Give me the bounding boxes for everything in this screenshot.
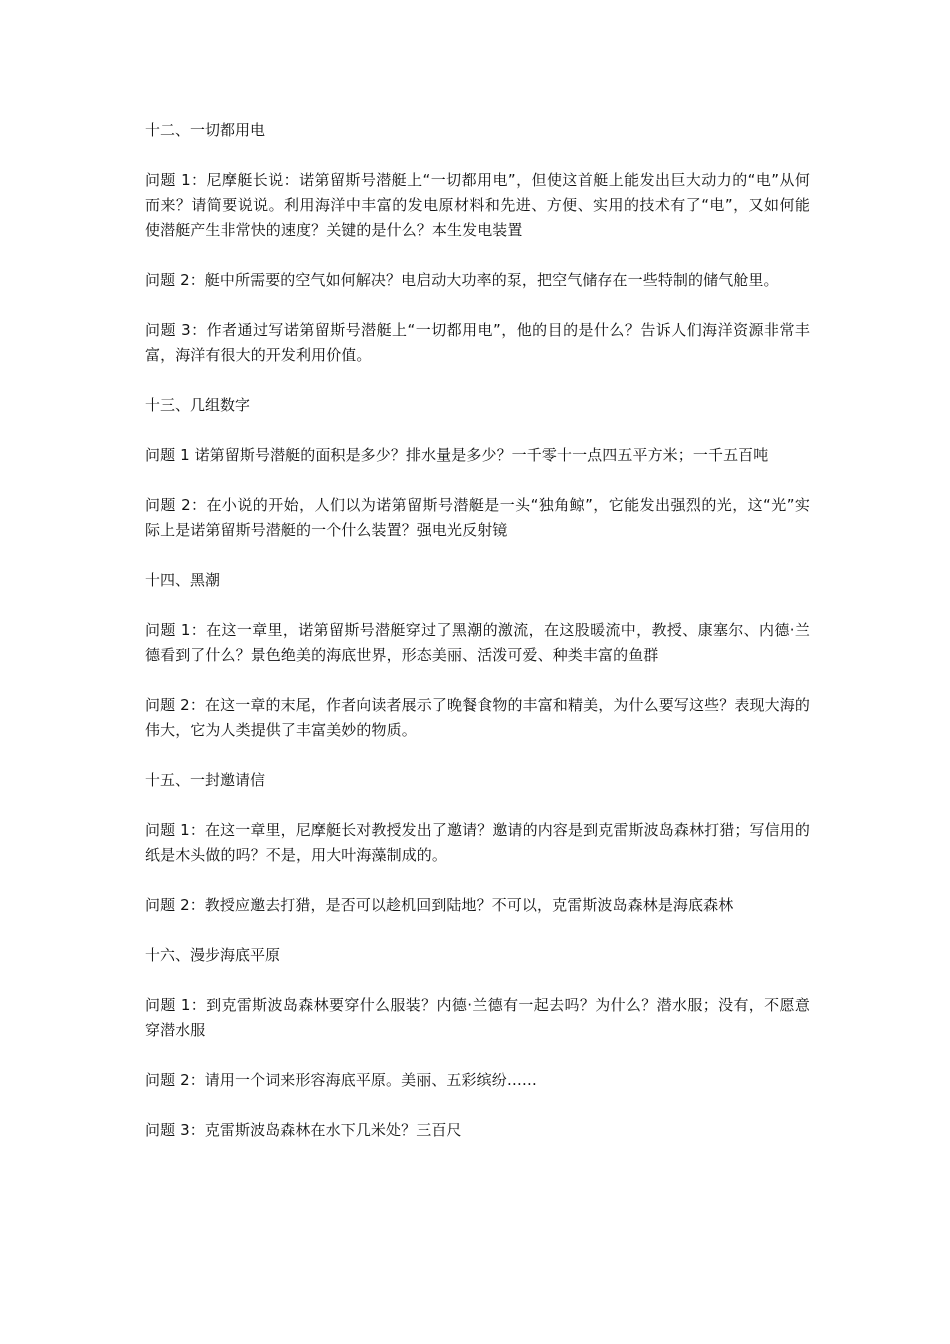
question-paragraph: 问题 1 诺第留斯号潜艇的面积是多少？排水量是多少？一千零十一点四五平方米；一千五百吨 — [145, 446, 769, 464]
question-paragraph: 问题 2：在小说的开始，人们以为诺第留斯号潜艇是一头“独角鲸”，它能发出强烈的光，这“光”实际上是诺第留斯号潜艇的一个什么装置？强电光反射镜 — [145, 496, 810, 539]
question-paragraph: 问题 3：作者通过写诺第留斯号潜艇上“一切都用电”，他的目的是什么？告诉人们海洋资源非常丰富，海洋有很大的开发利用价值。 — [145, 321, 810, 364]
section-heading: 十六、漫步海底平原 — [145, 946, 281, 964]
question-paragraph: 问题 2：教授应邀去打猎，是否可以趁机回到陆地？不可以，克雷斯波岛森林是海底森林 — [145, 896, 734, 914]
question-paragraph: 问题 3：克雷斯波岛森林在水下几米处？三百尺 — [145, 1121, 462, 1139]
section-heading: 十五、一封邀请信 — [145, 771, 266, 789]
question-paragraph: 问题 2：请用一个词来形容海底平原。美丽、五彩缤纷…… — [145, 1071, 538, 1089]
section-heading: 十三、几组数字 — [145, 396, 251, 414]
question-paragraph: 问题 1：在这一章里，诺第留斯号潜艇穿过了黑潮的激流，在这股暖流中，教授、康塞尔、内德·兰德看到了什么？景色绝美的海底世界，形态美丽、活泼可爱、种类丰富的鱼群 — [145, 621, 810, 664]
question-paragraph: 问题 1：尼摩艇长说：诺第留斯号潜艇上“一切都用电”，但使这首艇上能发出巨大动力的“电”从何而来？请简要说说。利用海洋中丰富的发电原材料和先进、方便、实用的技术有了“电”，又如何能使潜艇产生非常快的速度？关键的是什么？本生发电装置 — [145, 171, 810, 239]
section-heading: 十四、黑潮 — [145, 571, 221, 589]
question-paragraph: 问题 2：艇中所需要的空气如何解决？电启动大功率的泵，把空气储存在一些特制的储气舱里。 — [145, 271, 779, 289]
question-paragraph: 问题 2：在这一章的末尾，作者向读者展示了晚餐食物的丰富和精美，为什么要写这些？表现大海的伟大，它为人类提供了丰富美妙的物质。 — [145, 696, 810, 739]
document-page — [145, 118, 810, 1168]
question-paragraph: 问题 1：到克雷斯波岛森林要穿什么服装？内德·兰德有一起去吗？为什么？潜水服；没有，不愿意穿潜水服 — [145, 996, 810, 1039]
question-paragraph: 问题 1：在这一章里，尼摩艇长对教授发出了邀请？邀请的内容是到克雷斯波岛森林打猎；写信用的纸是木头做的吗？不是，用大叶海藻制成的。 — [145, 821, 810, 864]
section-heading: 十二、一切都用电 — [145, 121, 266, 139]
